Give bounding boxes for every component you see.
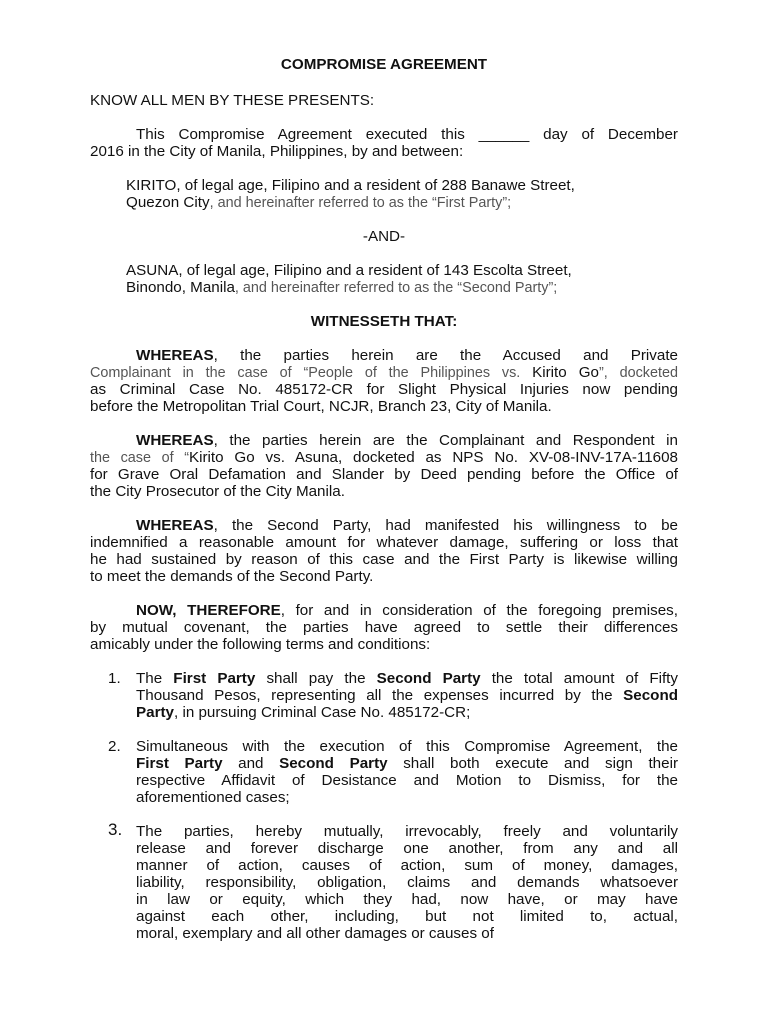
intro-line-2: 2016 in the City of Manila, Philippines, by and between: [90, 143, 464, 160]
whereas2-text-1: , the parties herein are the Complainant and Respondent in [213, 432, 678, 449]
term3-line-2: release and forever discharge one another, from any and all [136, 840, 678, 857]
whereas3-line-4: to meet the demands of the Second Party. [90, 568, 374, 585]
term3-line-7: moral, exemplary and all other damages or causes of [136, 925, 494, 942]
term1-line-3 [136, 704, 678, 721]
now-therefore-text-1: , for and in consideration of the foregoing premises, [280, 602, 678, 619]
term1-line-1 [136, 670, 678, 687]
now-therefore-line-3: amicably under the following terms and conditions: [90, 636, 431, 653]
term2-line-1: Simultaneous with the execution of this Compromise Agreement, the [136, 738, 678, 755]
whereas1-docketed: ”, docketed [598, 365, 678, 381]
term1-second-party: Second Party [376, 670, 481, 687]
whereas2-line-4: the City Prosecutor of the City Manila. [90, 483, 345, 500]
party1-designation: , and hereinafter referred to as the “First Party”; [209, 195, 512, 211]
document-title: COMPROMISE AGREEMENT [280, 56, 488, 73]
term1-text-a: The [136, 670, 174, 687]
party2-designation: , and hereinafter referred to as the “Second Party”; [234, 280, 558, 296]
whereas3-line-1 [136, 517, 678, 534]
term3-line-6: against each other, including, but not limited to, actual, [136, 908, 678, 925]
term2-number: 2. [108, 738, 121, 755]
whereas2-line-1 [136, 432, 678, 449]
party2-line-2 [126, 279, 678, 297]
party1-city: Quezon City [126, 194, 210, 211]
whereas1-line-1 [136, 347, 678, 364]
party1-line-1: KIRITO, of legal age, Filipino and a resident of 288 Banawe Street, [126, 177, 575, 194]
whereas2-case-prefix: the case of “ [90, 450, 189, 466]
whereas3-line-2: indemnified a reasonable amount for whatever damage, suffering or loss that [90, 534, 678, 551]
term1-second-bold: Second [623, 687, 678, 704]
term2-line-2 [136, 755, 678, 772]
term3-line-5: in law or equity, which they had, now have, or may have [136, 891, 678, 908]
term2-and: and [222, 755, 280, 772]
term1-number: 1. [108, 670, 121, 687]
intro-line-1: This Compromise Agreement executed this ______ day of December [136, 126, 678, 143]
whereas1-line-4: before the Metropolitan Trial Court, NCJR, Branch 23, City of Manila. [90, 398, 552, 415]
term3-line-3: manner of action, causes of action, sum of money, damages, [136, 857, 678, 874]
term2-line-4: aforementioned cases; [136, 789, 290, 806]
party2-city: Binondo, Manila [126, 279, 235, 296]
term1-party-bold: Party [136, 704, 174, 721]
now-therefore-keyword: NOW, THEREFORE [136, 602, 281, 619]
term2-text-2d: shall both execute and sign their [387, 755, 679, 772]
whereas1-case-title: Complainant in the case of “People of the Philippines vs. [90, 365, 533, 381]
term3-line-4: liability, responsibility, obligation, claims and demands whatsoever [136, 874, 678, 891]
party1-line-2 [126, 194, 678, 212]
term2-second-party: Second Party [279, 755, 388, 772]
term1-text-2a: Thousand Pesos, representing all the expenses incurred by the [136, 687, 624, 704]
term1-line-2 [136, 687, 678, 704]
and-separator: -AND- [362, 228, 406, 245]
term2-line-3: respective Affidavit of Desistance and Motion to Dismiss, for the [136, 772, 678, 789]
whereas1-line-2 [90, 364, 678, 382]
whereas1-line-3: as Criminal Case No. 485172-CR for Slight Physical Injuries now pending [90, 381, 678, 398]
now-therefore-line-1 [136, 602, 678, 619]
term1-text-e: the total amount of Fifty [480, 670, 678, 687]
party2-line-1: ASUNA, of legal age, Filipino and a resident of 143 Escolta Street, [126, 262, 572, 279]
term3-number: 3. [108, 820, 123, 839]
term2-first-party: First Party [136, 755, 223, 772]
whereas1-keyword: WHEREAS [136, 347, 214, 364]
term1-first-party: First Party [173, 670, 256, 687]
term1-text-c: shall pay the [255, 670, 377, 687]
whereas2-keyword: WHEREAS [136, 432, 214, 449]
now-therefore-line-2: by mutual covenant, the parties have agreed to settle their differences [90, 619, 678, 636]
whereas2-line-3: for Grave Oral Defamation and Slander by Deed pending before the Office of [90, 466, 678, 483]
whereas3-line-3: he had sustained by reason of this case and the First Party is likewise willing [90, 551, 678, 568]
term3-line-1: The parties, hereby mutually, irrevocably, freely and voluntarily [136, 823, 678, 840]
witnesseth-heading: WITNESSETH THAT: [310, 313, 458, 330]
opening-line: KNOW ALL MEN BY THESE PRESENTS: [90, 92, 375, 109]
whereas3-keyword: WHEREAS [136, 517, 214, 534]
whereas3-text-1: , the Second Party, had manifested his willingness to be [213, 517, 678, 534]
term1-text-3b: , in pursuing Criminal Case No. 485172-CR; [174, 704, 471, 721]
whereas2-line-2 [90, 449, 678, 467]
whereas1-text-1: , the parties herein are the Accused and Private [213, 347, 678, 364]
whereas2-case-docket: Kirito Go vs. Asuna, docketed as NPS No. XV-08-INV-17A-11608 [189, 449, 678, 466]
whereas1-accused: Kirito Go [532, 364, 599, 381]
